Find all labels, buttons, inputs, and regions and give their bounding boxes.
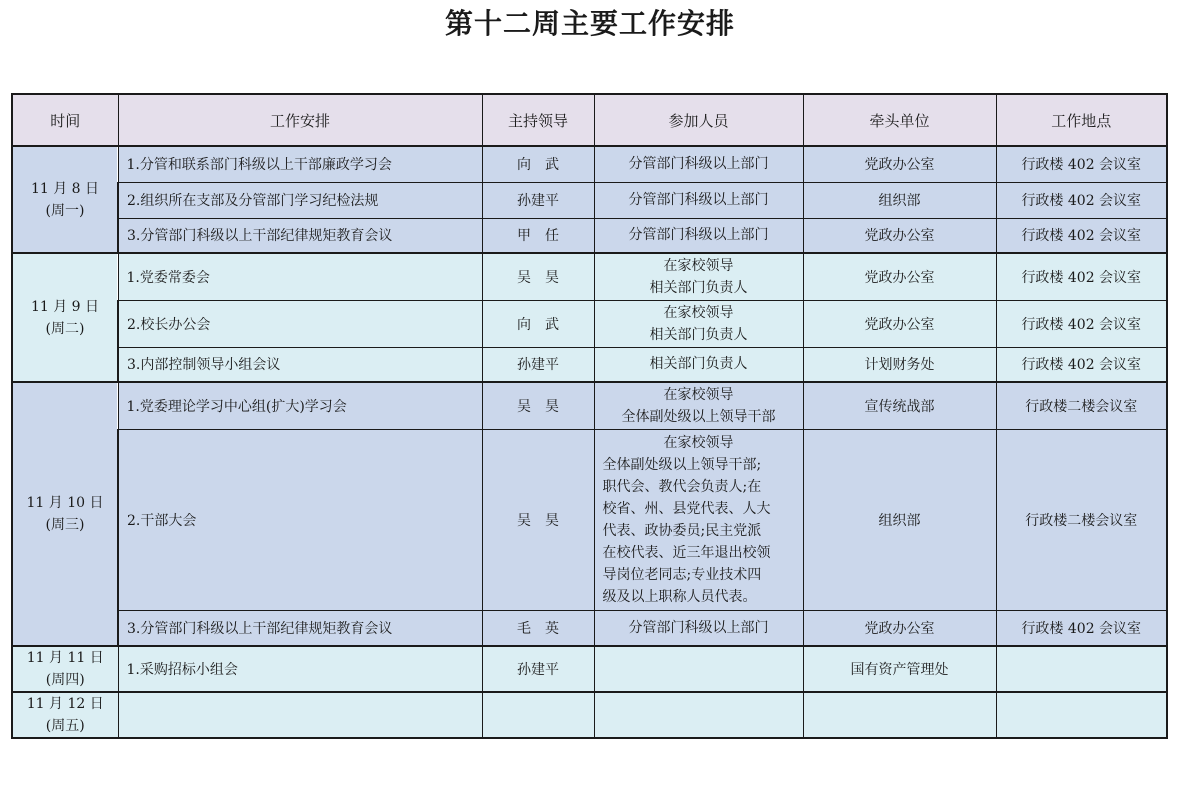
participant-line: 职代会、教代会负责人;在 xyxy=(602,478,762,495)
leader-cell: 吴 昊 xyxy=(482,429,594,610)
date-line: (周三) xyxy=(45,517,85,533)
date-line: (周二) xyxy=(45,320,85,337)
leader-cell: 向 武 xyxy=(482,300,594,347)
unit-cell: 党政办公室 xyxy=(803,300,996,347)
task-cell: 1.党委理论学习中心组(扩大)学习会 xyxy=(118,382,482,429)
date-cell xyxy=(12,646,118,692)
date-line: 11 月 11 日 xyxy=(26,650,104,666)
location-cell: 行政楼 402 会议室 xyxy=(996,610,1167,646)
date-cell xyxy=(12,146,118,253)
participant-line: 分管部门科级以上部门 xyxy=(628,192,769,208)
participant-line: 相关部门负责人 xyxy=(649,279,748,296)
participant-line: 级及以上职称人员代表。 xyxy=(602,588,757,605)
date-line: (周一) xyxy=(45,202,85,219)
unit-cell: 国有资产管理处 xyxy=(803,646,996,692)
unit-cell: 党政办公室 xyxy=(803,253,996,300)
leader-cell: 吴 昊 xyxy=(482,253,594,300)
leader-cell: 孙建平 xyxy=(482,646,594,692)
participant-line: 代表、政协委员;民主党派 xyxy=(602,522,762,539)
participant-line: 在家校领导 xyxy=(663,386,734,403)
location-cell xyxy=(996,692,1167,738)
table-row xyxy=(12,253,1167,300)
participant-line: 相关部门负责人 xyxy=(649,326,748,343)
location-cell: 行政楼 402 会议室 xyxy=(996,182,1167,218)
participants-cell xyxy=(594,382,803,429)
participants-lines xyxy=(595,617,803,639)
participant-line: 在家校领导 xyxy=(663,304,734,321)
task-cell xyxy=(118,692,482,738)
header-task: 工作安排 xyxy=(118,94,482,146)
leader-cell: 孙建平 xyxy=(482,182,594,218)
table-row xyxy=(12,146,1167,182)
participants-cell xyxy=(594,253,803,300)
participants-cell xyxy=(594,300,803,347)
participants-cell xyxy=(594,146,803,182)
task-cell: 1.分管和联系部门科级以上干部廉政学习会 xyxy=(118,146,482,182)
header-participants: 参加人员 xyxy=(594,94,803,146)
unit-cell: 组织部 xyxy=(803,429,996,610)
task-cell: 2.干部大会 xyxy=(118,429,482,610)
participants-cell xyxy=(594,610,803,646)
task-cell: 2.校长办公会 xyxy=(118,300,482,347)
header-location: 工作地点 xyxy=(996,94,1167,146)
header-unit: 牵头单位 xyxy=(803,94,996,146)
page-title: 第十二周主要工作安排 xyxy=(444,7,735,40)
leader-cell: 向 武 xyxy=(482,146,594,182)
table-row xyxy=(12,429,1167,610)
participants-lines xyxy=(595,255,803,299)
date-line: (周四) xyxy=(45,672,85,688)
participant-line: 分管部门科级以上部门 xyxy=(628,156,769,173)
date-cell xyxy=(12,382,118,646)
participant-line: 分管部门科级以上部门 xyxy=(628,619,769,636)
task-cell: 3.内部控制领导小组会议 xyxy=(118,347,482,382)
date-cell xyxy=(12,692,118,738)
participants-lines xyxy=(595,224,803,246)
participants-lines xyxy=(595,353,803,375)
participant-line: 全体副处级以上领导干部 xyxy=(621,408,776,425)
participants-cell xyxy=(594,218,803,253)
leader-cell: 吴 昊 xyxy=(482,382,594,429)
date-line: 11 月 10 日 xyxy=(26,495,104,511)
participants-lines xyxy=(595,432,803,608)
task-cell: 2.组织所在支部及分管部门学习纪检法规 xyxy=(118,182,482,218)
unit-cell: 计划财务处 xyxy=(803,347,996,382)
location-cell: 行政楼 402 会议室 xyxy=(996,218,1167,253)
participants-lines xyxy=(595,384,803,428)
leader-cell: 甲 任 xyxy=(482,218,594,253)
location-cell: 行政楼 402 会议室 xyxy=(996,347,1167,382)
location-cell: 行政楼 402 会议室 xyxy=(996,146,1167,182)
table-row xyxy=(12,347,1167,382)
date-line: 11 月 9 日 xyxy=(30,298,100,315)
date-line: 11 月 8 日 xyxy=(30,180,100,197)
table-row xyxy=(12,382,1167,429)
participants-cell xyxy=(594,429,803,610)
schedule-table xyxy=(11,93,1168,739)
header-time: 时间 xyxy=(12,94,118,146)
table-row xyxy=(12,646,1167,692)
task-cell: 3.分管部门科级以上干部纪律规矩教育会议 xyxy=(118,610,482,646)
location-cell xyxy=(996,646,1167,692)
leader-cell: 孙建平 xyxy=(482,347,594,382)
participants-lines xyxy=(595,302,803,346)
date-line: (周五) xyxy=(45,718,85,734)
unit-cell: 党政办公室 xyxy=(803,146,996,182)
task-cell: 1.采购招标小组会 xyxy=(118,646,482,692)
task-cell: 1.党委常委会 xyxy=(118,253,482,300)
participants-cell xyxy=(594,646,803,692)
table-row xyxy=(12,610,1167,646)
unit-cell: 宣传统战部 xyxy=(803,382,996,429)
date-cell xyxy=(12,253,118,382)
unit-cell: 党政办公室 xyxy=(803,610,996,646)
participant-line: 相关部门负责人 xyxy=(649,356,748,373)
table-header-row xyxy=(12,94,1167,146)
date-line: 11 月 12 日 xyxy=(26,696,104,712)
participant-line: 在家校领导 xyxy=(663,434,734,451)
table-row xyxy=(12,218,1167,253)
unit-cell xyxy=(803,692,996,738)
participant-line: 在家校领导 xyxy=(663,257,734,274)
leader-cell xyxy=(482,692,594,738)
table-row xyxy=(12,300,1167,347)
unit-cell: 党政办公室 xyxy=(803,218,996,253)
location-cell: 行政楼 402 会议室 xyxy=(996,300,1167,347)
unit-cell: 组织部 xyxy=(803,182,996,218)
participants-lines xyxy=(595,153,803,175)
header-leader: 主持领导 xyxy=(482,94,594,146)
participant-line: 导岗位老同志;专业技术四 xyxy=(602,566,762,583)
participant-line: 在校代表、近三年退出校领 xyxy=(602,544,771,561)
table-row xyxy=(12,182,1167,218)
participants-cell xyxy=(594,692,803,738)
location-cell: 行政楼二楼会议室 xyxy=(996,429,1167,610)
location-cell: 行政楼二楼会议室 xyxy=(996,382,1167,429)
participants-lines xyxy=(595,189,803,211)
participant-line: 校省、州、县党代表、人大 xyxy=(602,500,771,517)
table-row xyxy=(12,692,1167,738)
leader-cell: 毛 英 xyxy=(482,610,594,646)
participant-line: 全体副处级以上领导干部; xyxy=(602,456,762,473)
participant-line: 分管部门科级以上部门 xyxy=(628,227,769,244)
participants-cell xyxy=(594,347,803,382)
location-cell: 行政楼 402 会议室 xyxy=(996,253,1167,300)
participants-cell xyxy=(594,182,803,218)
task-cell: 3.分管部门科级以上干部纪律规矩教育会议 xyxy=(118,218,482,253)
